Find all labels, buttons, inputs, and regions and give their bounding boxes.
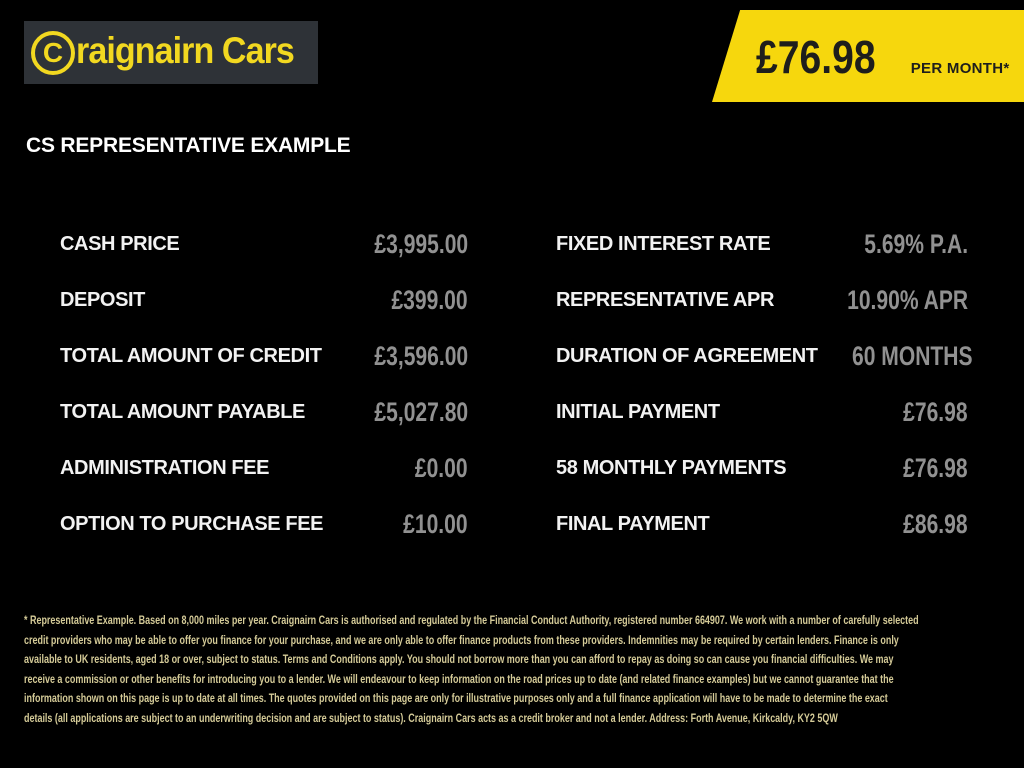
monthly-price: £76.98 bbox=[756, 31, 876, 83]
table-row bbox=[60, 496, 468, 552]
brand-c-circle-icon bbox=[31, 31, 75, 75]
row-value: £0.00 bbox=[415, 452, 468, 483]
row-label: DEPOSIT bbox=[60, 288, 145, 311]
row-value: £3,596.00 bbox=[374, 340, 468, 371]
row-label: 58 MONTHLY PAYMENTS bbox=[556, 456, 787, 479]
row-value: £10.00 bbox=[403, 508, 468, 539]
row-label: CASH PRICE bbox=[60, 232, 180, 255]
row-value: 60 MONTHS bbox=[851, 340, 973, 371]
row-value: £399.00 bbox=[391, 284, 468, 315]
table-row bbox=[60, 272, 468, 328]
fine-print-line: credit providers who may be able to offer you finance for your purchase, and we are only able to offer finance products from these providers. Indemnities may be required by certain lenders. Finance is only bbox=[24, 634, 899, 647]
row-value: £76.98 bbox=[903, 452, 968, 483]
row-label: TOTAL AMOUNT PAYABLE bbox=[60, 400, 305, 423]
table-row bbox=[556, 216, 968, 272]
fine-print-line: * Representative Example. Based on 8,000 miles per year. Craignairn Cars is authorised and regulated by the Financial Conduct Authority, registered number 664907. We work with a number of carefully selected bbox=[24, 615, 919, 627]
row-value: £86.98 bbox=[903, 508, 968, 539]
brand-logo bbox=[24, 21, 318, 84]
brand-initial: C bbox=[42, 36, 64, 68]
brand-wordmark: raignairn Cars bbox=[76, 30, 294, 71]
table-row bbox=[60, 384, 468, 440]
row-label: ADMINISTRATION FEE bbox=[60, 456, 270, 479]
row-label: OPTION TO PURCHASE FEE bbox=[60, 512, 324, 535]
row-label: TOTAL AMOUNT OF CREDIT bbox=[60, 344, 322, 367]
table-row bbox=[60, 328, 468, 384]
fine-print-line: receive a commission or other benefits for introducing you to a lender. We will endeavour to keep information on the road prices up to date (and related finance examples) but we cannot guarantee that the bbox=[24, 673, 894, 686]
price-banner bbox=[740, 10, 1024, 102]
row-label: REPRESENTATIVE APR bbox=[556, 288, 775, 311]
page-title: CS REPRESENTATIVE EXAMPLE bbox=[26, 134, 351, 157]
row-value: £5,027.80 bbox=[374, 396, 468, 427]
table-row bbox=[556, 496, 968, 552]
table-row bbox=[60, 216, 468, 272]
fine-print-line: available to UK residents, aged 18 or over, subject to status. Terms and Conditions apply. You should not borrow more than you can afford to repay as doing so can cause you financial difficulties. We may bbox=[24, 654, 894, 666]
row-value: £3,995.00 bbox=[374, 228, 468, 259]
row-label: FINAL PAYMENT bbox=[556, 512, 710, 535]
fine-print-line: information shown on this page is up to date at all times. The quotes provided on this page are only for illustrative purposes only and a full finance application will have to be made to determine the exact bbox=[24, 693, 888, 705]
per-month-label: PER MONTH* bbox=[910, 60, 1010, 77]
table-row bbox=[556, 328, 973, 384]
table-row bbox=[556, 440, 968, 496]
row-label: FIXED INTEREST RATE bbox=[556, 232, 771, 255]
finance-column-right bbox=[556, 216, 973, 552]
fine-print bbox=[24, 612, 1022, 729]
row-label: INITIAL PAYMENT bbox=[556, 400, 720, 423]
table-row bbox=[556, 272, 968, 328]
fine-print-line: details (all applications are subject to an underwriting decision and are subject to status). Craignairn Cars acts as a credit broker and not a lender. Address: Forth Avenue, Kirkcaldy, KY2 5QW bbox=[24, 712, 838, 725]
row-value: £76.98 bbox=[903, 396, 968, 427]
table-row bbox=[556, 384, 968, 440]
row-label: DURATION OF AGREEMENT bbox=[556, 344, 818, 367]
finance-column-left bbox=[60, 216, 468, 552]
table-row bbox=[60, 440, 468, 496]
row-value: 5.69% P.A. bbox=[864, 228, 968, 259]
row-value: 10.90% APR bbox=[847, 284, 968, 315]
